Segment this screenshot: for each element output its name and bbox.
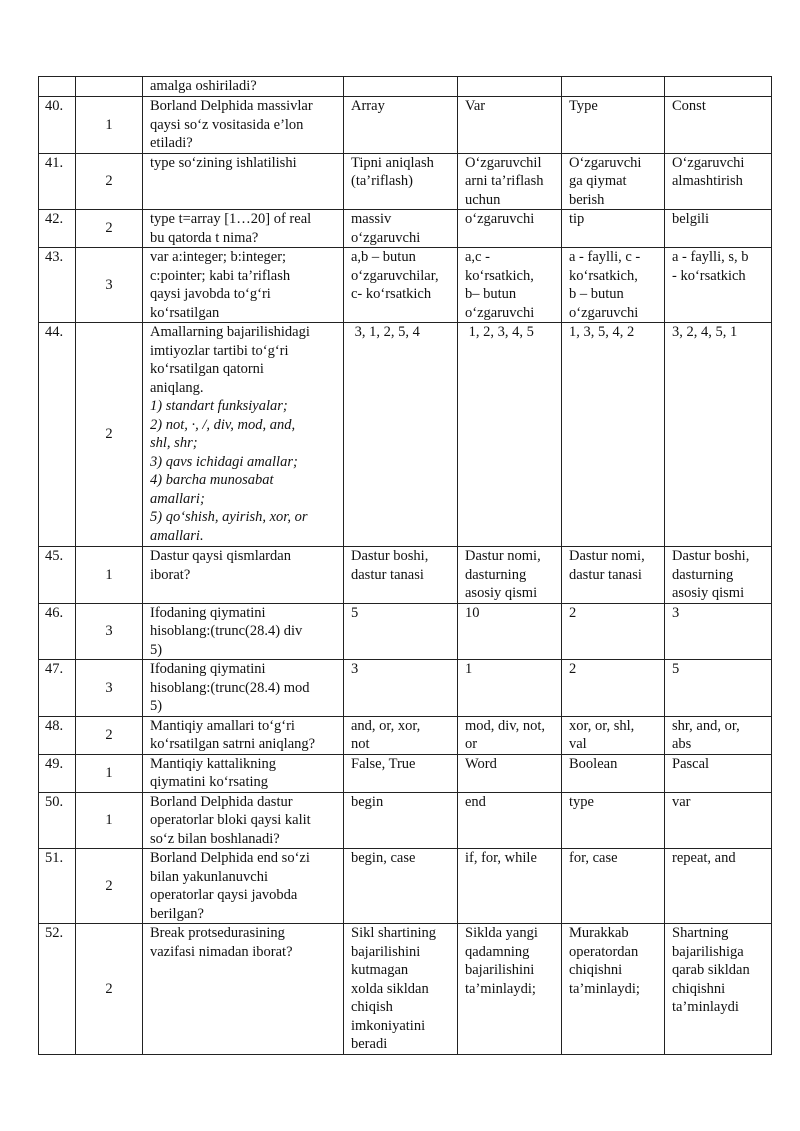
difficulty-level: 3 — [76, 603, 143, 660]
answer-line: repeat, and — [672, 850, 736, 866]
question-line: Mantiqiy amallari to‘g‘ri — [150, 717, 295, 734]
answer-line: Shartning — [672, 925, 729, 941]
answer-line: 10 — [465, 604, 480, 621]
question-text — [143, 210, 344, 248]
answer-line: imkoniyatini — [351, 1017, 426, 1034]
answer-option-4 — [665, 792, 772, 849]
answer-line: tip — [569, 211, 585, 227]
question-number: 40. — [39, 97, 76, 154]
answer-line: asosiy qismi — [465, 585, 538, 601]
question-text — [143, 754, 344, 792]
difficulty-level: 2 — [76, 849, 143, 924]
answer-line: O‘zgaruvchil — [465, 154, 542, 171]
answer-line: 2 — [569, 661, 577, 677]
answer-line: a,c - — [465, 249, 490, 265]
answer-line: operatordan — [569, 943, 639, 960]
answer-line: 1, 2, 3, 4, 5 — [465, 324, 534, 340]
answer-line: ko‘rsatkich, — [465, 267, 534, 284]
answer-line: begin, case — [351, 850, 416, 866]
answer-line: qadamning — [465, 943, 530, 960]
answer-line: not — [351, 736, 370, 752]
answer-line: a - faylli, c - — [569, 249, 641, 265]
answer-line: a - faylli, s, b — [672, 249, 749, 265]
question-line: 3) qavs ichidagi amallar; — [150, 453, 298, 470]
question-line: operatorlar qaysi javobda — [150, 887, 298, 903]
answer-option-2 — [458, 547, 562, 604]
question-number: 46. — [39, 603, 76, 660]
answer-option-4 — [665, 849, 772, 924]
question-line: c:pointer; kabi ta’riflash — [150, 267, 291, 284]
answer-line: Type — [569, 98, 598, 114]
question-number: 43. — [39, 248, 76, 323]
difficulty-level — [76, 77, 143, 97]
answer-line: o‘zgaruvchi — [351, 229, 421, 246]
table-row — [39, 849, 772, 924]
answer-option-1 — [344, 323, 458, 547]
answer-option-2 — [458, 754, 562, 792]
question-number: 44. — [39, 323, 76, 547]
question-line: 1) standart funksiyalar; — [150, 398, 288, 414]
answer-line: Var — [465, 98, 486, 114]
table-row — [39, 248, 772, 323]
question-text — [143, 323, 344, 547]
question-text — [143, 153, 344, 210]
answer-option-1 — [344, 210, 458, 248]
question-line: bu qatorda t nima? — [150, 229, 259, 246]
difficulty-level: 2 — [76, 153, 143, 210]
answer-line: mod, div, not, — [465, 717, 546, 734]
answer-option-3 — [562, 603, 665, 660]
question-line: bilan yakunlanuvchi — [150, 868, 268, 885]
question-line: vazifasi nimadan iborat? — [150, 943, 293, 960]
answer-line: b – butun — [569, 286, 624, 302]
answer-line: belgili — [672, 211, 710, 227]
answer-line: type — [569, 793, 594, 810]
answer-option-3 — [562, 924, 665, 1055]
question-text — [143, 660, 344, 717]
question-line: 5) qo‘shish, ayirish, xor, or — [150, 509, 308, 525]
answer-option-4 — [665, 754, 772, 792]
answer-line: 3, 2, 4, 5, 1 — [672, 324, 738, 340]
difficulty-level: 1 — [76, 754, 143, 792]
answer-option-2 — [458, 603, 562, 660]
table-row — [39, 754, 772, 792]
table-row — [39, 603, 772, 660]
answer-line: chiqishni — [569, 962, 623, 978]
answer-line: o‘zgaruvchi — [465, 211, 535, 227]
answer-line: Boolean — [569, 755, 618, 772]
answer-option-1 — [344, 153, 458, 210]
table-row — [39, 660, 772, 717]
question-text — [143, 77, 344, 97]
question-line: Amallarning bajarilishidagi — [150, 324, 310, 340]
difficulty-level: 2 — [76, 323, 143, 547]
answer-line: arni ta’riflash — [465, 173, 544, 189]
answer-line: c- ko‘rsatkich — [351, 286, 432, 302]
question-line: etiladi? — [150, 135, 193, 151]
answer-line: massiv — [351, 211, 392, 227]
question-text — [143, 924, 344, 1055]
answer-line: dasturning — [465, 566, 527, 583]
difficulty-level: 2 — [76, 716, 143, 754]
answer-line: O‘zgaruvchi — [569, 154, 642, 171]
answer-option-1 — [344, 849, 458, 924]
answer-option-1 — [344, 603, 458, 660]
answer-line: chiqishni — [672, 980, 726, 997]
answer-option-2 — [458, 210, 562, 248]
question-text — [143, 792, 344, 849]
answer-line: dasturning — [672, 566, 734, 583]
answer-option-2 — [458, 660, 562, 717]
answer-line: for, case — [569, 850, 618, 866]
answer-line: ta’minlaydi; — [569, 980, 640, 997]
answer-line: O‘zgaruvchi — [672, 154, 745, 171]
answer-option-4 — [665, 248, 772, 323]
question-line: hisoblang:(trunc(28.4) div — [150, 623, 303, 639]
question-line: ko‘rsatilgan qatorni — [150, 361, 264, 377]
answer-line: bajarilishini — [465, 962, 535, 978]
answer-line: Sikl shartining — [351, 925, 436, 941]
answer-line: Pascal — [672, 755, 710, 772]
answer-line: chiqish — [351, 999, 393, 1015]
answer-option-1 — [344, 792, 458, 849]
answer-line: dastur tanasi — [569, 566, 642, 583]
table-row — [39, 792, 772, 849]
answer-option-4 — [665, 716, 772, 754]
question-text — [143, 97, 344, 154]
answer-option-3 — [562, 153, 665, 210]
answer-line: if, for, while — [465, 850, 537, 866]
answer-option-2 — [458, 792, 562, 849]
difficulty-level: 2 — [76, 210, 143, 248]
answer-line: 5 — [351, 604, 359, 621]
answer-line: Murakkab — [569, 925, 629, 941]
answer-line: qarab sikldan — [672, 962, 750, 978]
answer-option-3 — [562, 754, 665, 792]
question-line: Mantiqiy kattalikning — [150, 755, 277, 772]
question-line: shl, shr; — [150, 435, 198, 451]
answer-line: 5 — [672, 661, 680, 677]
answer-option-2 — [458, 153, 562, 210]
answer-line: Const — [672, 98, 706, 114]
question-line: so‘z bilan boshlanadi? — [150, 830, 280, 847]
table-row — [39, 210, 772, 248]
answer-line: xor, or, shl, — [569, 717, 635, 734]
table-row — [39, 323, 772, 547]
answer-line: bajarilishiga — [672, 943, 744, 960]
answer-line: bajarilishini — [351, 943, 421, 960]
answer-line: Dastur nomi, — [569, 548, 645, 564]
answer-option-3 — [562, 849, 665, 924]
answer-option-3 — [562, 547, 665, 604]
answer-option-3 — [562, 97, 665, 154]
question-number: 50. — [39, 792, 76, 849]
question-line: amallari; — [150, 490, 205, 507]
answer-line: Word — [465, 755, 497, 772]
answer-line: val — [569, 736, 587, 752]
answer-line: almashtirish — [672, 173, 743, 189]
table-body — [39, 77, 772, 1055]
answer-option-4 — [665, 153, 772, 210]
answer-option-1 — [344, 77, 458, 97]
answer-line: beradi — [351, 1036, 388, 1052]
table-row — [39, 153, 772, 210]
question-number — [39, 77, 76, 97]
answer-option-2 — [458, 248, 562, 323]
answer-option-1 — [344, 754, 458, 792]
question-text — [143, 849, 344, 924]
answer-option-3 — [562, 792, 665, 849]
question-line: amalga oshiriladi? — [150, 78, 257, 94]
question-line: Borland Delphida massivlar — [150, 98, 313, 114]
question-line: Break protsedurasining — [150, 925, 285, 941]
question-number: 41. — [39, 153, 76, 210]
question-line: ko‘rsatilgan — [150, 304, 220, 321]
question-number: 47. — [39, 660, 76, 717]
question-text — [143, 248, 344, 323]
answer-option-4 — [665, 77, 772, 97]
answer-option-4 — [665, 547, 772, 604]
question-number: 42. — [39, 210, 76, 248]
question-line: iborat? — [150, 566, 191, 583]
table-row — [39, 547, 772, 604]
answer-option-2 — [458, 97, 562, 154]
answer-option-1 — [344, 716, 458, 754]
answer-option-3 — [562, 210, 665, 248]
answer-option-1 — [344, 97, 458, 154]
question-line: 4) barcha munosabat — [150, 472, 274, 488]
answer-line: Dastur boshi, — [351, 548, 429, 564]
question-line: ko‘rsatilgan satrni aniqlang? — [150, 736, 316, 752]
answer-line: ta’minlaydi; — [465, 980, 536, 997]
answer-line: berish — [569, 191, 605, 208]
question-line: qiymatini ko‘rsating — [150, 774, 268, 790]
answer-option-4 — [665, 924, 772, 1055]
answer-option-4 — [665, 97, 772, 154]
answer-line: ta’minlaydi — [672, 999, 739, 1015]
answer-line: (ta’riflash) — [351, 173, 413, 189]
question-line: qaysi so‘z vositasida e’lon — [150, 116, 304, 133]
answer-line: begin — [351, 793, 384, 810]
answer-option-3 — [562, 248, 665, 323]
answer-line: Tipni aniqlash — [351, 154, 434, 171]
table-row — [39, 716, 772, 754]
answer-line: Dastur boshi, — [672, 548, 750, 564]
answer-option-2 — [458, 77, 562, 97]
answer-line: Siklda yangi — [465, 925, 538, 941]
answer-line: ko‘rsatkich, — [569, 267, 638, 284]
question-line: Borland Delphida end so‘zi — [150, 850, 310, 866]
question-number: 52. — [39, 924, 76, 1055]
question-line: 2) not, ·, /, div, mod, and, — [150, 416, 296, 433]
question-text — [143, 547, 344, 604]
answer-line: - ko‘rsatkich — [672, 267, 746, 284]
answer-option-4 — [665, 603, 772, 660]
answer-option-1 — [344, 924, 458, 1055]
answer-line: 3 — [351, 661, 359, 677]
question-line: berilgan? — [150, 905, 204, 922]
answer-line: Array — [351, 98, 385, 114]
question-line: 5) — [150, 641, 163, 658]
difficulty-level: 3 — [76, 248, 143, 323]
answer-line: o‘zgaruvchi — [465, 304, 535, 321]
answer-option-2 — [458, 716, 562, 754]
question-line: hisoblang:(trunc(28.4) mod — [150, 679, 310, 696]
question-line: Dastur qaysi qismlardan — [150, 548, 291, 564]
answer-option-4 — [665, 210, 772, 248]
question-line: 5) — [150, 698, 163, 714]
table-row — [39, 77, 772, 97]
answer-line: shr, and, or, — [672, 717, 740, 734]
question-number: 51. — [39, 849, 76, 924]
answer-line: and, or, xor, — [351, 717, 421, 734]
difficulty-level: 1 — [76, 547, 143, 604]
question-text — [143, 716, 344, 754]
answer-line: var — [672, 793, 691, 810]
question-line: qaysi javobda to‘g‘ri — [150, 286, 271, 302]
difficulty-level: 3 — [76, 660, 143, 717]
answer-line: b– butun — [465, 286, 517, 302]
question-number: 49. — [39, 754, 76, 792]
answer-line: o‘zgaruvchilar, — [351, 267, 439, 284]
answer-line: a,b – butun — [351, 249, 416, 265]
difficulty-level: 1 — [76, 97, 143, 154]
answer-option-1 — [344, 547, 458, 604]
question-line: operatorlar bloki qaysi kalit — [150, 812, 311, 828]
answer-line: kutmagan — [351, 962, 409, 978]
question-text — [143, 603, 344, 660]
answer-line: ga qiymat — [569, 173, 627, 189]
answer-line: 3, 1, 2, 5, 4 — [351, 324, 420, 340]
question-line: Borland Delphida dastur — [150, 793, 293, 810]
answer-option-3 — [562, 323, 665, 547]
answer-line: dastur tanasi — [351, 566, 424, 583]
answer-line: 1 — [465, 661, 473, 677]
answer-option-3 — [562, 660, 665, 717]
answer-option-1 — [344, 660, 458, 717]
answer-line: or — [465, 736, 478, 752]
table-row — [39, 97, 772, 154]
question-line: aniqlang. — [150, 379, 204, 396]
answer-option-4 — [665, 323, 772, 547]
question-line: Ifodaning qiymatini — [150, 661, 266, 677]
answer-line: 2 — [569, 604, 577, 621]
question-line: amallari. — [150, 527, 204, 544]
answer-line: end — [465, 793, 486, 810]
answer-line: xolda sikldan — [351, 980, 429, 997]
answer-line: asosiy qismi — [672, 585, 745, 601]
question-line: Ifodaning qiymatini — [150, 604, 266, 621]
answer-line: o‘zgaruvchi — [569, 304, 639, 321]
test-questions-table — [38, 76, 772, 1055]
question-line: type t=array [1…20] of real — [150, 211, 312, 227]
table-row — [39, 924, 772, 1055]
answer-option-2 — [458, 924, 562, 1055]
answer-option-3 — [562, 77, 665, 97]
answer-option-2 — [458, 323, 562, 547]
question-number: 45. — [39, 547, 76, 604]
difficulty-level: 1 — [76, 792, 143, 849]
question-line: imtiyozlar tartibi to‘g‘ri — [150, 342, 289, 359]
answer-option-2 — [458, 849, 562, 924]
answer-line: 3 — [672, 604, 680, 621]
answer-option-3 — [562, 716, 665, 754]
question-line: var a:integer; b:integer; — [150, 249, 287, 265]
question-line: type so‘zining ishlatilishi — [150, 154, 297, 171]
question-number: 48. — [39, 716, 76, 754]
answer-line: False, True — [351, 755, 416, 772]
answer-line: uchun — [465, 191, 501, 208]
answer-option-4 — [665, 660, 772, 717]
answer-line: 1, 3, 5, 4, 2 — [569, 324, 635, 340]
answer-line: abs — [672, 736, 692, 752]
answer-line: Dastur nomi, — [465, 548, 541, 564]
difficulty-level: 2 — [76, 924, 143, 1055]
answer-option-1 — [344, 248, 458, 323]
